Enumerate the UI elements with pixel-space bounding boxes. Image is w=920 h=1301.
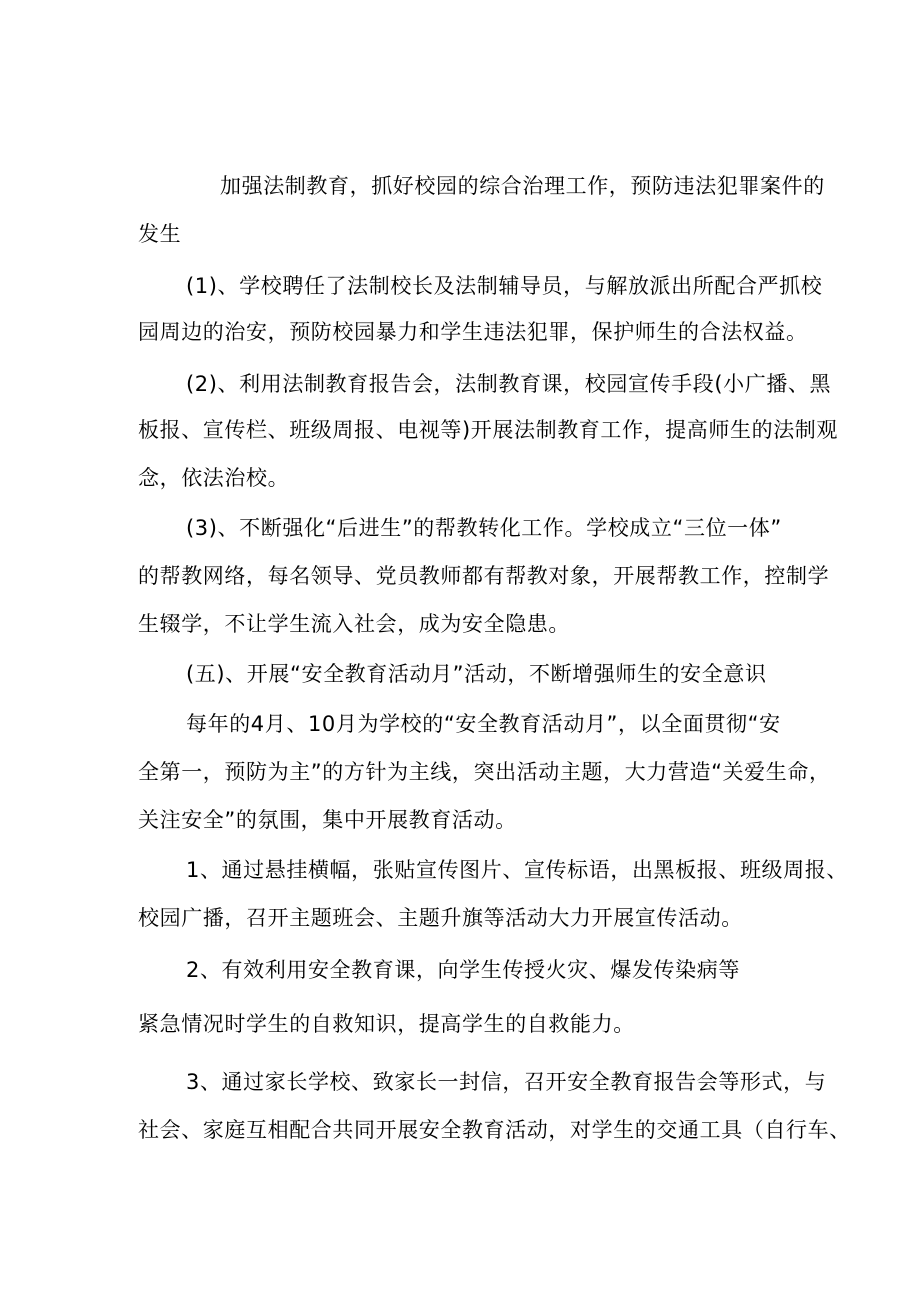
paragraph-4-line-2: 全第一，预防为主”的方针为主线，突出活动主题，大力营造“关爱生命，	[138, 760, 831, 784]
item-3-line-1: 3、通过家长学校、致家长一封信，召开安全教育报告会等形式，与	[186, 1070, 827, 1094]
paragraph-2-line-2: 板报、宣传栏、班级周报、电视等)开展法制教育工作，提高师生的法制观	[138, 418, 838, 442]
paragraph-2-line-1: (2)、利用法制教育报告会，法制教育课，校园宣传手段(小广播、黑	[186, 372, 832, 396]
paragraph-4-line-3: 关注安全”的氛围，集中开展教育活动。	[138, 808, 517, 832]
paragraph-3-line-3: 生辍学，不让学生流入社会，成为安全隐患。	[138, 612, 570, 636]
section-heading-line-1: 加强法制教育，抓好校园的综合治理工作，预防违法犯罪案件的	[220, 174, 825, 198]
paragraph-1-line-1: (1)、学校聘任了法制校长及法制辅导员，与解放派出所配合严抓校	[186, 274, 823, 298]
paragraph-4-line-1: 每年的4月、10月为学校的“安全教育活动月”，以全面贯彻“安	[186, 712, 781, 736]
paragraph-1-line-2: 园周边的治安，预防校园暴力和学生违法犯罪，保护师生的合法权益。	[138, 320, 808, 344]
item-2-line-1: 2、有效利用安全教育课，向学生传授火灾、爆发传染病等	[186, 958, 740, 982]
paragraph-3-line-2: 的帮教网络，每名领导、党员教师都有帮教对象，开展帮教工作，控制学	[138, 564, 830, 588]
item-1-line-1: 1、通过悬挂横幅，张贴宣传图片、宣传标语，出黑板报、班级周报、	[186, 858, 848, 882]
paragraph-2-line-3: 念，依法治校。	[138, 466, 290, 490]
section-5-heading: (五)、开展“安全教育活动月”活动，不断增强师生的安全意识	[186, 662, 767, 686]
paragraph-3-line-1: (3)、不断强化“后进生”的帮教转化工作。学校成立“三位一体”	[186, 516, 782, 540]
item-2-line-2: 紧急情况时学生的自救知识，提高学生的自救能力。	[138, 1012, 635, 1036]
item-3-line-2: 社会、家庭互相配合共同开展安全教育活动，对学生的交通工具（自行车、	[138, 1118, 851, 1142]
item-1-line-2: 校园广播，召开主题班会、主题升旗等活动大力开展宣传活动。	[138, 906, 743, 930]
section-heading-line-2: 发生	[138, 222, 182, 246]
